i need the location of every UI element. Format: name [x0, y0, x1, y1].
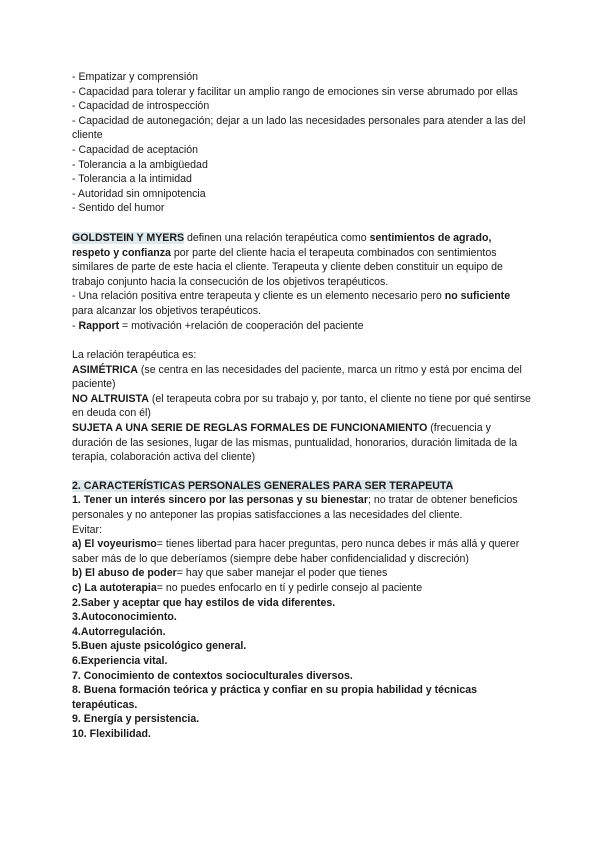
relationship-paragraph	[72, 348, 532, 465]
list-item: - Sentido del humor	[72, 202, 165, 215]
list-item: - Capacidad de autonegación; dejar a un lado las necesidades personales para atender a las del cliente	[72, 114, 526, 142]
list-item: - Empatizar y comprensión	[72, 71, 198, 83]
goldstein-line-2: - Una relación positiva entre terapeuta y cliente es un elemento necesario pero no suficiente para alcanzar los objetivos terapéuticos.	[72, 290, 511, 317]
section-2-item: 10. Flexibilidad.	[72, 727, 151, 740]
not-altruist-item: NO ALTRUISTA (el terapeuta cobra por su trabajo y, por tanto, el cliente no tiene por qué sentirse en deuda con él)	[72, 392, 531, 420]
goldstein-definition: GOLDSTEIN Y MYERS definen una relación terapéutica como sentimientos de agrado, respeto y confianza por parte del cliente hacia el terapeuta combinados con sentimientos similares de parte de este hacia el cliente. Terapeuta y cliente deben constituir un equipo de trabajo conjunto hacia la consecución de los objetivos terapéuticos.	[72, 231, 503, 288]
goldstein-line-3: - Rapport = motivación +relación de cooperación del paciente	[72, 319, 364, 332]
section-2-item: 2.Saber y aceptar que hay estilos de vida diferentes.	[72, 596, 336, 609]
list-item: - Autoridad sin omnipotencia	[72, 187, 206, 200]
avoid-label: Evitar:	[72, 523, 103, 536]
qualities-list	[72, 70, 532, 216]
section-2-item: 9. Energía y persistencia.	[72, 713, 200, 726]
section-2-item: 6.Experiencia vital.	[72, 654, 168, 667]
formal-rules-item: SUJETA A UNA SERIE DE REGLAS FORMALES DE FUNCIONAMIENTO (frecuencia y duración de las sesiones, lugar de las mismas, puntualidad, honorarios, duración limitada de la terapia, colaboración activa del cliente)	[72, 422, 518, 464]
asymmetric-item: ASIMÉTRICA (se centra en las necesidades del paciente, marca un ritmo y está por encima del paciente)	[72, 363, 522, 391]
list-item: - Capacidad para tolerar y facilitar un amplio rango de emociones sin verse abrumado por ellas	[72, 85, 518, 98]
document-content	[72, 70, 532, 742]
section-2-item-1: 1. Tener un interés sincero por las personas y su bienestar; no tratar de obtener beneficios personales y no anteponer las propias satisfacciones a las necesidades del cliente.	[72, 494, 518, 522]
list-item: - Tolerancia a la intimidad	[72, 173, 192, 186]
section-2-item: 4.Autorregulación.	[72, 625, 166, 638]
avoid-item-a: a) El voyeurismo= tienes libertad para hacer preguntas, pero nunca debes ir más allá y querer saber más de lo que deberíamos (siempre debe haber confidencialidad y discreción)	[72, 538, 520, 565]
list-item: - Tolerancia a la ambigüedad	[72, 158, 208, 171]
section-2-heading: 2. CARACTERÍSTICAS PERSONALES GENERALES PARA SER TERAPEUTA	[72, 479, 454, 492]
section-2	[72, 479, 532, 742]
avoid-item-b: b) El abuso de poder= hay que saber manejar el poder que tienes	[72, 567, 388, 580]
section-2-item: 3.Autoconocimiento.	[72, 611, 177, 624]
relationship-intro: La relación terapéutica es:	[72, 349, 197, 362]
avoid-item-c: c) La autoterapia= no puedes enfocarlo en tí y pedirle consejo al paciente	[72, 582, 423, 594]
section-2-item: 8. Buena formación teórica y práctica y confiar en su propia habilidad y técnicas terapéuticas.	[72, 684, 478, 711]
list-item: - Capacidad de introspección	[72, 100, 210, 113]
section-2-item: 7. Conocimiento de contextos socioculturales diversos.	[72, 669, 353, 682]
goldstein-paragraph	[72, 231, 532, 333]
list-item: - Capacidad de aceptación	[72, 143, 199, 156]
authors-highlight: GOLDSTEIN Y MYERS	[72, 231, 185, 244]
section-2-item: 5.Buen ajuste psicológico general.	[72, 640, 247, 653]
